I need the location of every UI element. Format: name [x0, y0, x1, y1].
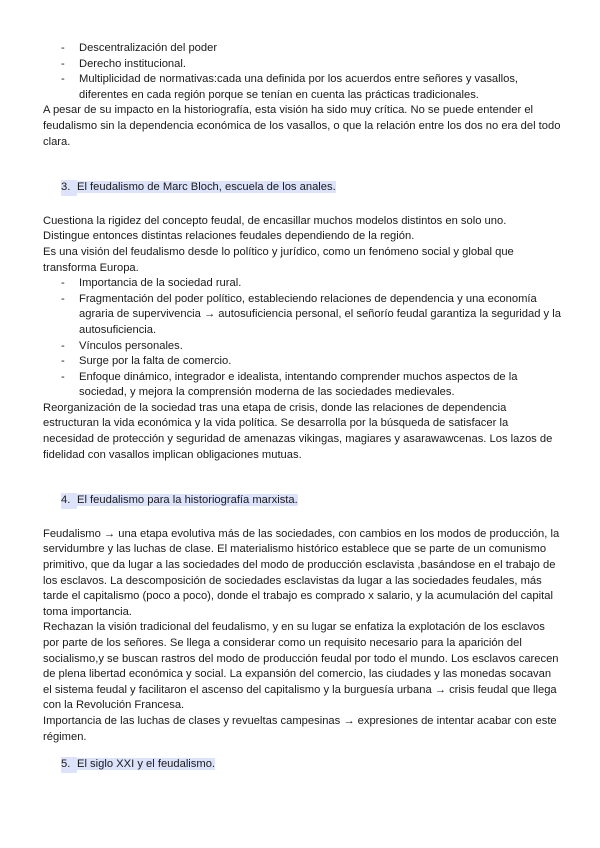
- section-3-line: Distingue entonces distintas relaciones feudales dependiendo de la región.: [43, 230, 415, 243]
- section-4-paragraph: Feudalismo → una etapa evolutiva más de las sociedades, con cambios en los modos de producción, la servidumbre y las luchas de clase. El materialismo histórico establece que se parte de un comunismo primitivo, que da lugar a las sociedades del modo de producción esclavista ,basándose en el trabajo de los esclavos. La descomposición de sociedades esclavistas da lugar a las sociedades feudales, más tarde el capitalismo (poco a poco), donde el trabajo es comprado x salario, y la acumulación del capital toma importancia.: [43, 527, 560, 618]
- list-item: - Multiplicidad de normativas:cada una definida por los acuerdos entre señores y vasallos, diferentes en cada región porque se tenían en cuenta las prácticas tradicionales.: [43, 72, 561, 103]
- list-item: - Enfoque dinámico, integrador e idealista, intentando comprender muchos aspectos de la sociedad, y mejora la comprensión moderna de las sociedades medievales.: [43, 370, 561, 401]
- list-item: - Derecho institucional.: [43, 57, 561, 73]
- section-4-number: 4.: [61, 493, 77, 509]
- section-3-heading: [43, 180, 561, 196]
- section-3-number: 3.: [61, 180, 77, 196]
- section-4-paragraph: Rechazan la visión tradicional del feudalismo, y en su lugar se enfatiza la explotación de los esclavos por parte de los señores. Se llega a considerar como un requisito necesario para la aparición del socialismo,y se buscan rastros del modo de producción feudal por todo el mundo. Los esclavos carecen de plena libertad económica y social. La expansión del comercio, las ciudades y las monedas socavan el sistema feudal y facilitaron el ascenso del capitalismo y la burguesía urbana → crisis feudal que llega con la Revolución Francesa.: [43, 621, 559, 712]
- list-item: - Importancia de la sociedad rural.: [43, 276, 561, 292]
- section-3-closing: Reorganización de la sociedad tras una etapa de crisis, donde las relaciones de dependencia estructuran la vida económica y la vida política. Se desarrolla por la búsqueda de satisfacer la necesidad de protección y seguridad de amenazas vikingas, magiares y asarawawcenas. Los lazos de fidelidad con vasallos implican obligaciones mutuas.: [43, 401, 553, 461]
- list-item: - Descentralización del poder: [43, 41, 561, 57]
- section-3-line: Es una visión del feudalismo desde lo político y jurídico, como un fenómeno social y global que transforma Europa.: [43, 245, 514, 274]
- section-4-title: El feudalismo para la historiografía marxista.: [77, 494, 298, 507]
- document-content: [43, 41, 561, 773]
- list-item: - Surge por la falta de comercio.: [43, 354, 561, 370]
- section-5-title: El siglo XXI y el feudalismo.: [77, 758, 216, 771]
- section-5-number: 5.: [61, 757, 77, 773]
- section-3-bullet-list: [43, 276, 561, 401]
- section-3-line: Cuestiona la rigidez del concepto feudal, de encasillar muchos modelos distintos en solo uno.: [43, 214, 507, 227]
- section-5-heading: [43, 757, 561, 773]
- intro-paragraph: A pesar de su impacto en la historiografía, esta visión ha sido muy crítica. No se puede entender el feudalismo sin la dependencia económica de los vasallos, o que la relación entre los dos no era del todo clara.: [43, 104, 561, 148]
- section-3-title: El feudalismo de Marc Bloch, escuela de los anales.: [77, 181, 336, 194]
- list-item: - Fragmentación del poder político, estableciendo relaciones de dependencia y una economía agraria de supervivencia → autosuficiencia personal, el señorío feudal garantiza la seguridad y la autosuficiencia.: [43, 292, 561, 339]
- top-bullet-list: [43, 41, 561, 103]
- list-item: - Vínculos personales.: [43, 339, 561, 355]
- section-4-paragraph: Importancia de las luchas de clases y revueltas campesinas → expresiones de intentar acabar con este régimen.: [43, 714, 557, 743]
- section-4-heading: [43, 493, 561, 509]
